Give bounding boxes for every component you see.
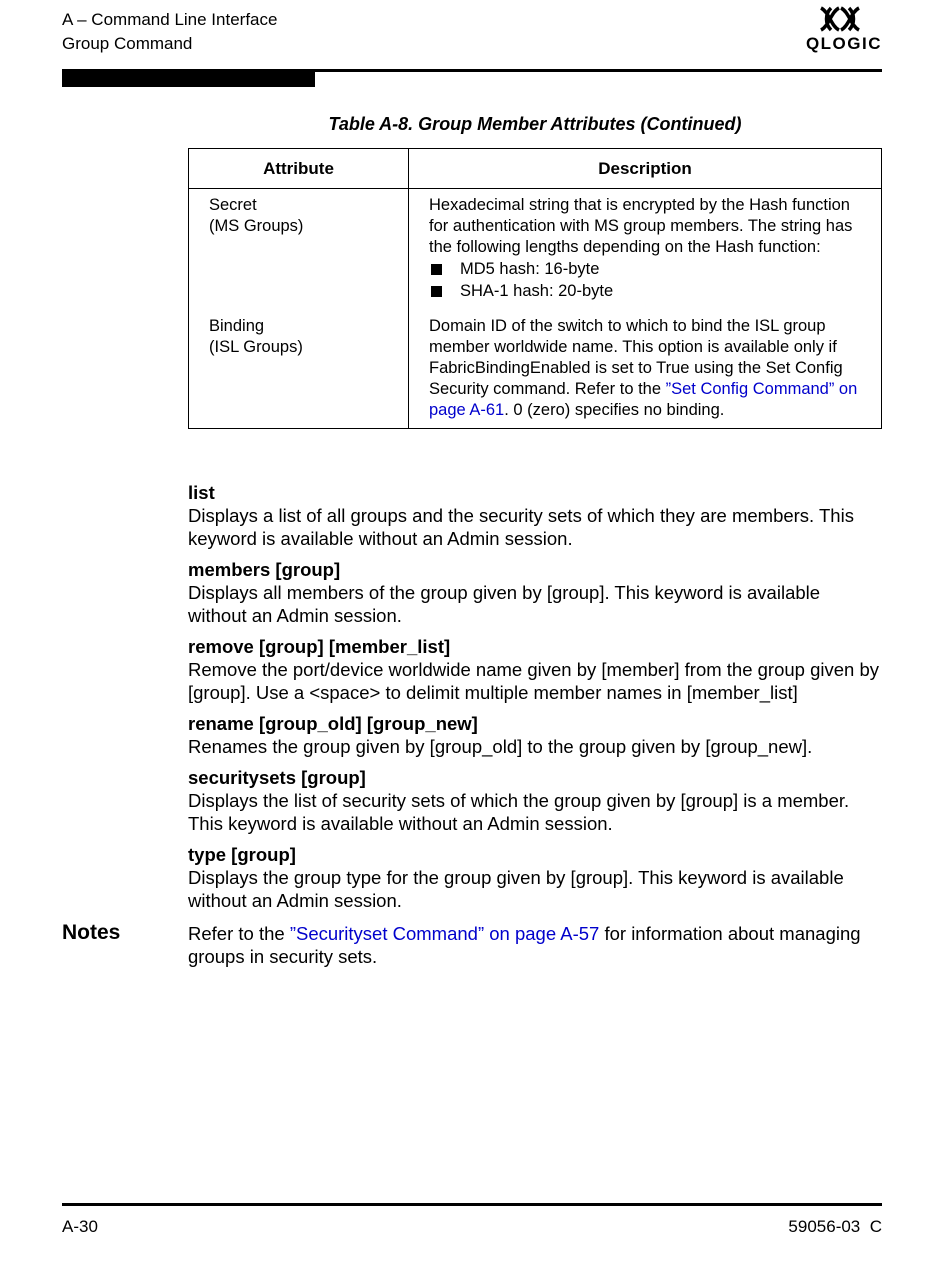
table-header-row (189, 149, 882, 189)
description-text-end: . 0 (zero) specifies no binding. (504, 401, 725, 419)
header-section: Group Command (62, 34, 193, 53)
description-text: Domain ID of the switch to which to bind the ISL group member worldwide name. This option is available only if FabricBindingEnabled is set to True using the Set Config Security command. Refer to the (429, 317, 843, 398)
description-cell (409, 189, 882, 317)
column-header-attribute: Attribute (189, 149, 409, 189)
keyword-description: Displays the list of security sets of which the group given by [group] is a member. This keyword is available without an Admin session. (188, 790, 850, 834)
notes-text-end: for information about managing groups in security sets. (188, 923, 861, 967)
qlogic-logo-icon (819, 6, 861, 32)
document-id: 59056-03 C (788, 1217, 882, 1236)
table-row (189, 189, 882, 317)
keyword-term: members [group] (188, 559, 341, 580)
keyword-description: Displays a list of all groups and the security sets of which they are members. This keyword is available without an Admin session. (188, 505, 854, 549)
notes-heading: Notes (62, 921, 121, 944)
keyword-entry-remove (188, 635, 882, 704)
group-member-attributes-table (188, 148, 882, 429)
bullet-item: SHA-1 hash: 20-byte (429, 281, 863, 302)
keyword-list (188, 481, 882, 920)
keyword-entry-type (188, 843, 882, 912)
keyword-description: Displays the group type for the group given by [group]. This keyword is available without an Admin session. (188, 867, 844, 911)
header-chapter: A – Command Line Interface (62, 10, 278, 29)
attribute-name: Secret (209, 196, 257, 214)
attribute-scope: (ISL Groups) (209, 338, 303, 356)
keyword-description: Renames the group given by [group_old] to the group given by [group_new]. (188, 736, 813, 757)
table-caption: Table A-8. Group Member Attributes (Continued) (328, 114, 742, 134)
keyword-term: remove [group] [member_list] (188, 636, 451, 657)
keyword-description: Displays all members of the group given by [group]. This keyword is available without an Admin session. (188, 582, 821, 626)
description-cell (409, 316, 882, 429)
keyword-entry-members (188, 558, 882, 627)
column-header-description: Description (409, 149, 882, 189)
table-row (189, 316, 882, 429)
notes-text (188, 922, 882, 968)
keyword-term: securitysets [group] (188, 767, 366, 788)
description-text: Hexadecimal string that is encrypted by the Hash function for authentication with MS group members. The string has the following lengths depending on the Hash function: (429, 196, 853, 256)
attribute-scope: (MS Groups) (209, 217, 304, 235)
header-rule-bar (62, 72, 315, 87)
keyword-entry-list (188, 481, 882, 550)
attribute-cell (189, 189, 409, 317)
securityset-command-link[interactable]: ”Securityset Command” on page A-57 (289, 923, 600, 944)
attribute-cell (189, 316, 409, 429)
keyword-description: Remove the port/device worldwide name given by [member] from the group given by [group]. Use a <space> to delimit multiple member names in [member_list] (188, 659, 880, 703)
qlogic-logo (786, 6, 882, 62)
logo-wordmark: QLOGIC (805, 34, 882, 53)
keyword-term: rename [group_old] [group_new] (188, 713, 478, 734)
notes-text-start: Refer to the (188, 923, 290, 944)
keyword-entry-rename (188, 712, 882, 758)
page-number: A-30 (62, 1217, 98, 1236)
footer-rule (62, 1203, 882, 1206)
keyword-term: list (188, 482, 215, 503)
bullet-item: MD5 hash: 16-byte (429, 259, 863, 280)
keyword-entry-securitysets (188, 766, 882, 835)
attribute-name: Binding (209, 317, 265, 335)
keyword-term: type [group] (188, 844, 296, 865)
set-config-command-link[interactable]: ”Set Config Command” on page A-61 (429, 380, 858, 419)
